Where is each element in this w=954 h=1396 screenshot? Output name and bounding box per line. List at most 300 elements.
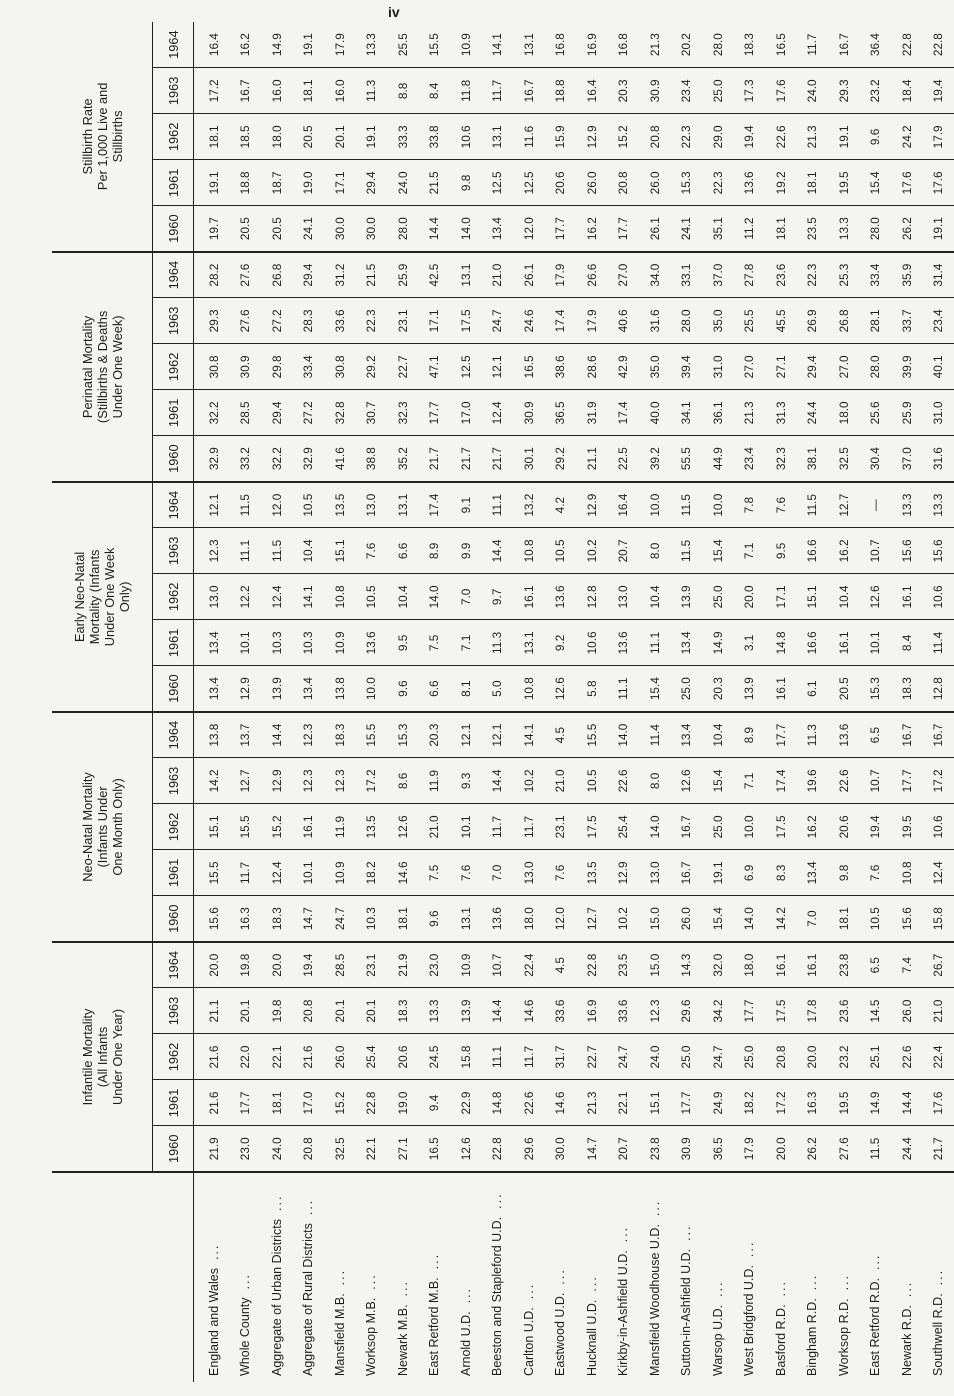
value-cell: 9.6 <box>419 896 451 942</box>
table-row <box>797 22 829 1382</box>
value-cell: 30.9 <box>513 390 545 436</box>
table-row <box>765 22 797 1382</box>
value-cell: 12.1 <box>482 712 514 758</box>
value-cell: 29.8 <box>261 344 293 390</box>
value-cell: 19.8 <box>261 988 293 1034</box>
value-cell: 8.4 <box>891 620 923 666</box>
value-cell: 22.4 <box>513 942 545 988</box>
value-cell: 20.8 <box>608 160 640 206</box>
value-cell: 10.0 <box>356 666 388 712</box>
value-cell: 20.0 <box>797 1034 829 1080</box>
value-cell: 10.0 <box>734 804 766 850</box>
value-cell: 22.1 <box>356 1126 388 1172</box>
value-cell: 16.3 <box>797 1080 829 1126</box>
value-cell: 11.1 <box>482 482 514 528</box>
value-cell: 29.3 <box>194 298 230 344</box>
table-row <box>828 22 860 1382</box>
area-name-cell <box>387 1172 419 1382</box>
value-cell: 20.0 <box>765 1126 797 1172</box>
value-cell: 21.6 <box>293 1034 325 1080</box>
value-cell: 15.2 <box>324 1080 356 1126</box>
value-cell: 35.2 <box>387 436 419 482</box>
value-cell: 16.5 <box>765 22 797 68</box>
value-cell: 9.1 <box>450 482 482 528</box>
value-cell: 17.5 <box>450 298 482 344</box>
value-cell: 15.4 <box>860 160 892 206</box>
value-cell: 10.3 <box>293 620 325 666</box>
value-cell: 15.5 <box>230 804 262 850</box>
leader-dots: ... <box>899 1280 914 1298</box>
year-header: 1960 <box>153 206 194 252</box>
value-cell: 14.6 <box>387 850 419 896</box>
value-cell: 17.7 <box>608 206 640 252</box>
value-cell: 16.9 <box>576 22 608 68</box>
value-cell: 36.1 <box>702 390 734 436</box>
value-cell: 23.2 <box>828 1034 860 1080</box>
value-cell: 23.8 <box>828 942 860 988</box>
value-cell: 10.4 <box>828 574 860 620</box>
group-title-line: Per 1,000 Live and <box>94 82 110 191</box>
value-cell: 12.6 <box>545 666 577 712</box>
value-cell: 19.1 <box>923 206 954 252</box>
value-cell: 8.9 <box>734 712 766 758</box>
value-cell: 10.1 <box>230 620 262 666</box>
value-cell: 33.6 <box>545 988 577 1034</box>
rotated-table-container <box>52 22 946 1382</box>
value-cell: 17.1 <box>419 298 451 344</box>
value-cell: 27.2 <box>293 390 325 436</box>
value-cell: 41.6 <box>324 436 356 482</box>
value-cell: 12.3 <box>639 988 671 1034</box>
area-name-cell <box>860 1172 892 1382</box>
value-cell: 30.0 <box>545 1126 577 1172</box>
value-cell: 14.1 <box>482 22 514 68</box>
year-header: 1962 <box>153 344 194 390</box>
value-cell: 40.1 <box>923 344 954 390</box>
area-name-cell <box>293 1172 325 1382</box>
value-cell: 17.9 <box>576 298 608 344</box>
value-cell: 22.9 <box>450 1080 482 1126</box>
value-cell: 19.0 <box>387 1080 419 1126</box>
year-header: 1962 <box>153 574 194 620</box>
value-cell: 18.1 <box>387 896 419 942</box>
value-cell: 17.2 <box>923 758 954 804</box>
value-cell: 34.2 <box>702 988 734 1034</box>
value-cell: 17.1 <box>324 160 356 206</box>
value-cell: 15.6 <box>891 528 923 574</box>
group-header <box>52 942 153 1172</box>
value-cell: 18.1 <box>828 896 860 942</box>
value-cell: 25.0 <box>702 804 734 850</box>
value-cell: 7.0 <box>797 896 829 942</box>
value-cell: 16.1 <box>828 620 860 666</box>
value-cell: 10.8 <box>513 666 545 712</box>
table-row <box>261 22 293 1382</box>
value-cell: 7.6 <box>765 482 797 528</box>
group-title-line: Infantile Mortality <box>79 1008 95 1106</box>
value-cell: 24.7 <box>482 298 514 344</box>
value-cell: 10.8 <box>513 528 545 574</box>
year-header: 1961 <box>153 390 194 436</box>
leader-dots: ... <box>553 1268 568 1285</box>
value-cell: 20.2 <box>671 22 703 68</box>
value-cell: 16.6 <box>797 528 829 574</box>
group-header <box>52 482 153 712</box>
value-cell: 13.3 <box>923 482 954 528</box>
year-header: 1964 <box>153 942 194 988</box>
value-cell: 17.6 <box>923 1080 954 1126</box>
value-cell: 10.4 <box>702 712 734 758</box>
group-header <box>52 252 153 482</box>
area-name: Mansfield Woodhouse U.D. <box>647 1224 662 1376</box>
value-cell: 30.8 <box>324 344 356 390</box>
value-cell: 14.4 <box>482 988 514 1034</box>
value-cell: 14.1 <box>513 712 545 758</box>
value-cell: 14.4 <box>419 206 451 252</box>
value-cell: 17.4 <box>608 390 640 436</box>
value-cell: 13.7 <box>230 712 262 758</box>
value-cell: 16.1 <box>765 942 797 988</box>
value-cell: 16.1 <box>513 574 545 620</box>
value-cell: 32.9 <box>293 436 325 482</box>
value-cell: 22.3 <box>702 160 734 206</box>
value-cell: 24.7 <box>608 1034 640 1080</box>
group-title-line: Only) <box>117 581 132 613</box>
value-cell: 20.8 <box>765 1034 797 1080</box>
value-cell: 17.7 <box>891 758 923 804</box>
table-row <box>482 22 514 1382</box>
group-title-line: (Stillbirths & Deaths <box>94 310 110 424</box>
value-cell: 16.2 <box>828 528 860 574</box>
value-cell: 7.0 <box>482 850 514 896</box>
value-cell: 19.7 <box>194 206 230 252</box>
value-cell: 20.8 <box>639 114 671 160</box>
value-cell: 10.0 <box>639 482 671 528</box>
value-cell: 6.6 <box>387 528 419 574</box>
value-cell: 11.3 <box>356 68 388 114</box>
value-cell: 14.3 <box>671 942 703 988</box>
value-cell: 12.5 <box>482 160 514 206</box>
value-cell: 28.5 <box>230 390 262 436</box>
year-header: 1964 <box>153 482 194 528</box>
value-cell: 13.0 <box>356 482 388 528</box>
value-cell: 25.1 <box>860 1034 892 1080</box>
value-cell: 32.3 <box>765 436 797 482</box>
value-cell: 33.4 <box>293 344 325 390</box>
value-cell: 20.5 <box>828 666 860 712</box>
value-cell: 26.1 <box>513 252 545 298</box>
year-header: 1963 <box>153 298 194 344</box>
value-cell: 18.0 <box>828 390 860 436</box>
value-cell: 11.5 <box>671 528 703 574</box>
table-row <box>230 22 262 1382</box>
value-cell: 11.9 <box>324 804 356 850</box>
value-cell: 15.4 <box>702 896 734 942</box>
value-cell: 13.6 <box>608 620 640 666</box>
area-name: Aggregate of Urban Districts <box>269 1218 284 1376</box>
value-cell: 12.3 <box>293 758 325 804</box>
value-cell: 10.8 <box>891 850 923 896</box>
value-cell: 20.6 <box>387 1034 419 1080</box>
value-cell: 11.1 <box>482 1034 514 1080</box>
year-header: 1962 <box>153 1034 194 1080</box>
value-cell: 16.2 <box>576 206 608 252</box>
value-cell: 35.0 <box>639 344 671 390</box>
value-cell: 15.5 <box>194 850 230 896</box>
area-name: Hucknall U.D. <box>584 1299 599 1376</box>
leader-dots: ... <box>301 1198 316 1216</box>
value-cell: 55.5 <box>671 436 703 482</box>
value-cell: 13.9 <box>734 666 766 712</box>
value-cell: 31.6 <box>923 436 954 482</box>
value-cell: 19.1 <box>293 22 325 68</box>
value-cell: 28.3 <box>293 298 325 344</box>
value-cell: 15.1 <box>324 528 356 574</box>
value-cell: 26.6 <box>576 252 608 298</box>
value-cell: 22.3 <box>671 114 703 160</box>
value-cell: 18.3 <box>261 896 293 942</box>
value-cell: 14.0 <box>608 712 640 758</box>
value-cell: 28.5 <box>324 942 356 988</box>
value-cell: 10.7 <box>860 758 892 804</box>
value-cell: 20.1 <box>230 988 262 1034</box>
value-cell: 18.5 <box>230 114 262 160</box>
value-cell: 21.3 <box>576 1080 608 1126</box>
value-cell: 13.6 <box>828 712 860 758</box>
value-cell: 13.8 <box>194 712 230 758</box>
value-cell: 27.8 <box>734 252 766 298</box>
area-name: Bingham R.D. <box>805 1298 820 1376</box>
area-name-cell <box>545 1172 577 1382</box>
value-cell: 12.9 <box>230 666 262 712</box>
value-cell: 11.1 <box>608 666 640 712</box>
area-name: England and Wales <box>206 1268 221 1376</box>
value-cell: 15.6 <box>891 896 923 942</box>
value-cell: 26.0 <box>576 160 608 206</box>
value-cell: 14.0 <box>639 804 671 850</box>
value-cell: 14.6 <box>545 1080 577 1126</box>
value-cell: 23.4 <box>923 298 954 344</box>
value-cell: 21.1 <box>194 988 230 1034</box>
value-cell: 16.7 <box>230 68 262 114</box>
value-cell: 20.6 <box>545 160 577 206</box>
value-cell: 11.4 <box>923 620 954 666</box>
area-name-cell <box>450 1172 482 1382</box>
value-cell: 13.1 <box>482 114 514 160</box>
value-cell: 13.4 <box>194 620 230 666</box>
value-cell: 12.5 <box>450 344 482 390</box>
value-cell: 3.1 <box>734 620 766 666</box>
leader-dots: ... <box>521 1282 536 1300</box>
area-name-cell <box>891 1172 923 1382</box>
value-cell: 19.0 <box>293 160 325 206</box>
value-cell: 33.8 <box>419 114 451 160</box>
value-cell: 4.5 <box>545 712 577 758</box>
year-header: 1962 <box>153 114 194 160</box>
value-cell: 18.0 <box>734 942 766 988</box>
value-cell: 22.4 <box>923 1034 954 1080</box>
value-cell: 13.4 <box>293 666 325 712</box>
value-cell: 13.1 <box>513 620 545 666</box>
year-header: 1964 <box>153 252 194 298</box>
value-cell: 17.2 <box>765 1080 797 1126</box>
value-cell: 25.6 <box>860 390 892 436</box>
value-cell: 20.8 <box>293 988 325 1034</box>
value-cell: 25.3 <box>828 252 860 298</box>
value-cell: 16.7 <box>891 712 923 758</box>
value-cell: 7.6 <box>356 528 388 574</box>
value-cell: 21.7 <box>419 436 451 482</box>
leader-dots: ... <box>458 1286 473 1304</box>
value-cell: 11.3 <box>797 712 829 758</box>
value-cell: 17.6 <box>923 160 954 206</box>
year-header: 1962 <box>153 804 194 850</box>
value-cell: 10.3 <box>356 896 388 942</box>
value-cell: 10.5 <box>545 528 577 574</box>
value-cell: 21.0 <box>923 988 954 1034</box>
value-cell: 35.1 <box>702 206 734 252</box>
value-cell: 34.1 <box>671 390 703 436</box>
value-cell: 16.6 <box>797 620 829 666</box>
value-cell: 38.8 <box>356 436 388 482</box>
value-cell: 32.8 <box>324 390 356 436</box>
table-row <box>324 22 356 1382</box>
value-cell: 18.7 <box>261 160 293 206</box>
value-cell: 13.9 <box>671 574 703 620</box>
value-cell: 15.4 <box>702 758 734 804</box>
value-cell: 22.5 <box>608 436 640 482</box>
value-cell: 33.2 <box>230 436 262 482</box>
value-cell: 13.4 <box>797 850 829 896</box>
value-cell: 15.3 <box>671 160 703 206</box>
value-cell: 39.2 <box>639 436 671 482</box>
value-cell: 4.5 <box>545 942 577 988</box>
value-cell: 31.2 <box>324 252 356 298</box>
group-title-line: (All Infants <box>94 1026 110 1088</box>
table-row <box>387 22 419 1382</box>
value-cell: 37.0 <box>891 436 923 482</box>
value-cell: 21.7 <box>450 436 482 482</box>
value-cell: 6.6 <box>419 666 451 712</box>
value-cell: 23.5 <box>608 942 640 988</box>
value-cell: 13.6 <box>545 574 577 620</box>
value-cell: 27.0 <box>608 252 640 298</box>
value-cell: 21.7 <box>482 436 514 482</box>
value-cell: 31.0 <box>702 344 734 390</box>
value-cell: 22.3 <box>356 298 388 344</box>
value-cell: 10.9 <box>324 620 356 666</box>
value-cell: 16.2 <box>230 22 262 68</box>
value-cell: 6.1 <box>797 666 829 712</box>
value-cell: 13.0 <box>608 574 640 620</box>
value-cell: 25.5 <box>387 22 419 68</box>
value-cell: 39.4 <box>671 344 703 390</box>
value-cell: 23.5 <box>797 206 829 252</box>
value-cell: 19.2 <box>765 160 797 206</box>
value-cell: 13.8 <box>324 666 356 712</box>
value-cell: 15.5 <box>576 712 608 758</box>
value-cell: 21.1 <box>576 436 608 482</box>
value-cell: 31.4 <box>923 252 954 298</box>
value-cell: 12.7 <box>828 482 860 528</box>
value-cell: 12.4 <box>482 390 514 436</box>
value-cell: 26.0 <box>639 160 671 206</box>
value-cell: 28.0 <box>387 206 419 252</box>
value-cell: 21.3 <box>797 114 829 160</box>
value-cell: 9.6 <box>387 666 419 712</box>
value-cell: 12.4 <box>261 574 293 620</box>
value-cell: 13.9 <box>450 988 482 1034</box>
area-name-cell <box>923 1172 954 1382</box>
area-name-cell <box>639 1172 671 1382</box>
value-cell: 24.0 <box>797 68 829 114</box>
leader-dots: ... <box>805 1273 820 1291</box>
value-cell: 42.9 <box>608 344 640 390</box>
value-cell: 30.1 <box>513 436 545 482</box>
value-cell: 26.0 <box>324 1034 356 1080</box>
value-cell: 27.2 <box>261 298 293 344</box>
value-cell: 7.5 <box>419 620 451 666</box>
value-cell: 23.2 <box>860 68 892 114</box>
value-cell: 9.6 <box>860 114 892 160</box>
area-name-cell <box>734 1172 766 1382</box>
area-name: Worksop R.D. <box>836 1298 851 1376</box>
value-cell: 30.8 <box>194 344 230 390</box>
value-cell: 26.8 <box>828 298 860 344</box>
value-cell: 20.5 <box>293 114 325 160</box>
value-cell: 18.1 <box>194 114 230 160</box>
value-cell: 24.0 <box>387 160 419 206</box>
value-cell: 20.0 <box>194 942 230 988</box>
value-cell: 27.6 <box>230 252 262 298</box>
table-row <box>293 22 325 1382</box>
value-cell: 15.6 <box>923 528 954 574</box>
value-cell: 13.6 <box>482 896 514 942</box>
value-cell: 21.5 <box>356 252 388 298</box>
value-cell: 12.6 <box>671 758 703 804</box>
value-cell: 23.8 <box>639 1126 671 1172</box>
value-cell: 15.5 <box>419 22 451 68</box>
value-cell: 19.5 <box>891 804 923 850</box>
value-cell: 13.5 <box>324 482 356 528</box>
area-name-cell <box>261 1172 293 1382</box>
value-cell: 22.7 <box>576 1034 608 1080</box>
value-cell: 28.2 <box>194 252 230 298</box>
value-cell: 22.1 <box>261 1034 293 1080</box>
value-cell: 4.2 <box>545 482 577 528</box>
value-cell: 10.1 <box>860 620 892 666</box>
group-title-line: Neo-Natal Mortality <box>79 772 95 882</box>
value-cell: 29.4 <box>356 160 388 206</box>
value-cell: 14.2 <box>765 896 797 942</box>
value-cell: 42.5 <box>419 252 451 298</box>
value-cell: 30.9 <box>639 68 671 114</box>
value-cell: 10.5 <box>293 482 325 528</box>
area-name-cell <box>828 1172 860 1382</box>
value-cell: 21.6 <box>194 1080 230 1126</box>
value-cell: 38.6 <box>545 344 577 390</box>
value-cell: 16.7 <box>828 22 860 68</box>
value-cell: 19.4 <box>923 68 954 114</box>
value-cell: 33.7 <box>891 298 923 344</box>
value-cell: 12.5 <box>513 160 545 206</box>
value-cell: 23.6 <box>765 252 797 298</box>
value-cell: 6.5 <box>860 712 892 758</box>
value-cell: 26.8 <box>261 252 293 298</box>
value-cell: 7.1 <box>734 758 766 804</box>
table-row <box>419 22 451 1382</box>
year-header: 1963 <box>153 68 194 114</box>
